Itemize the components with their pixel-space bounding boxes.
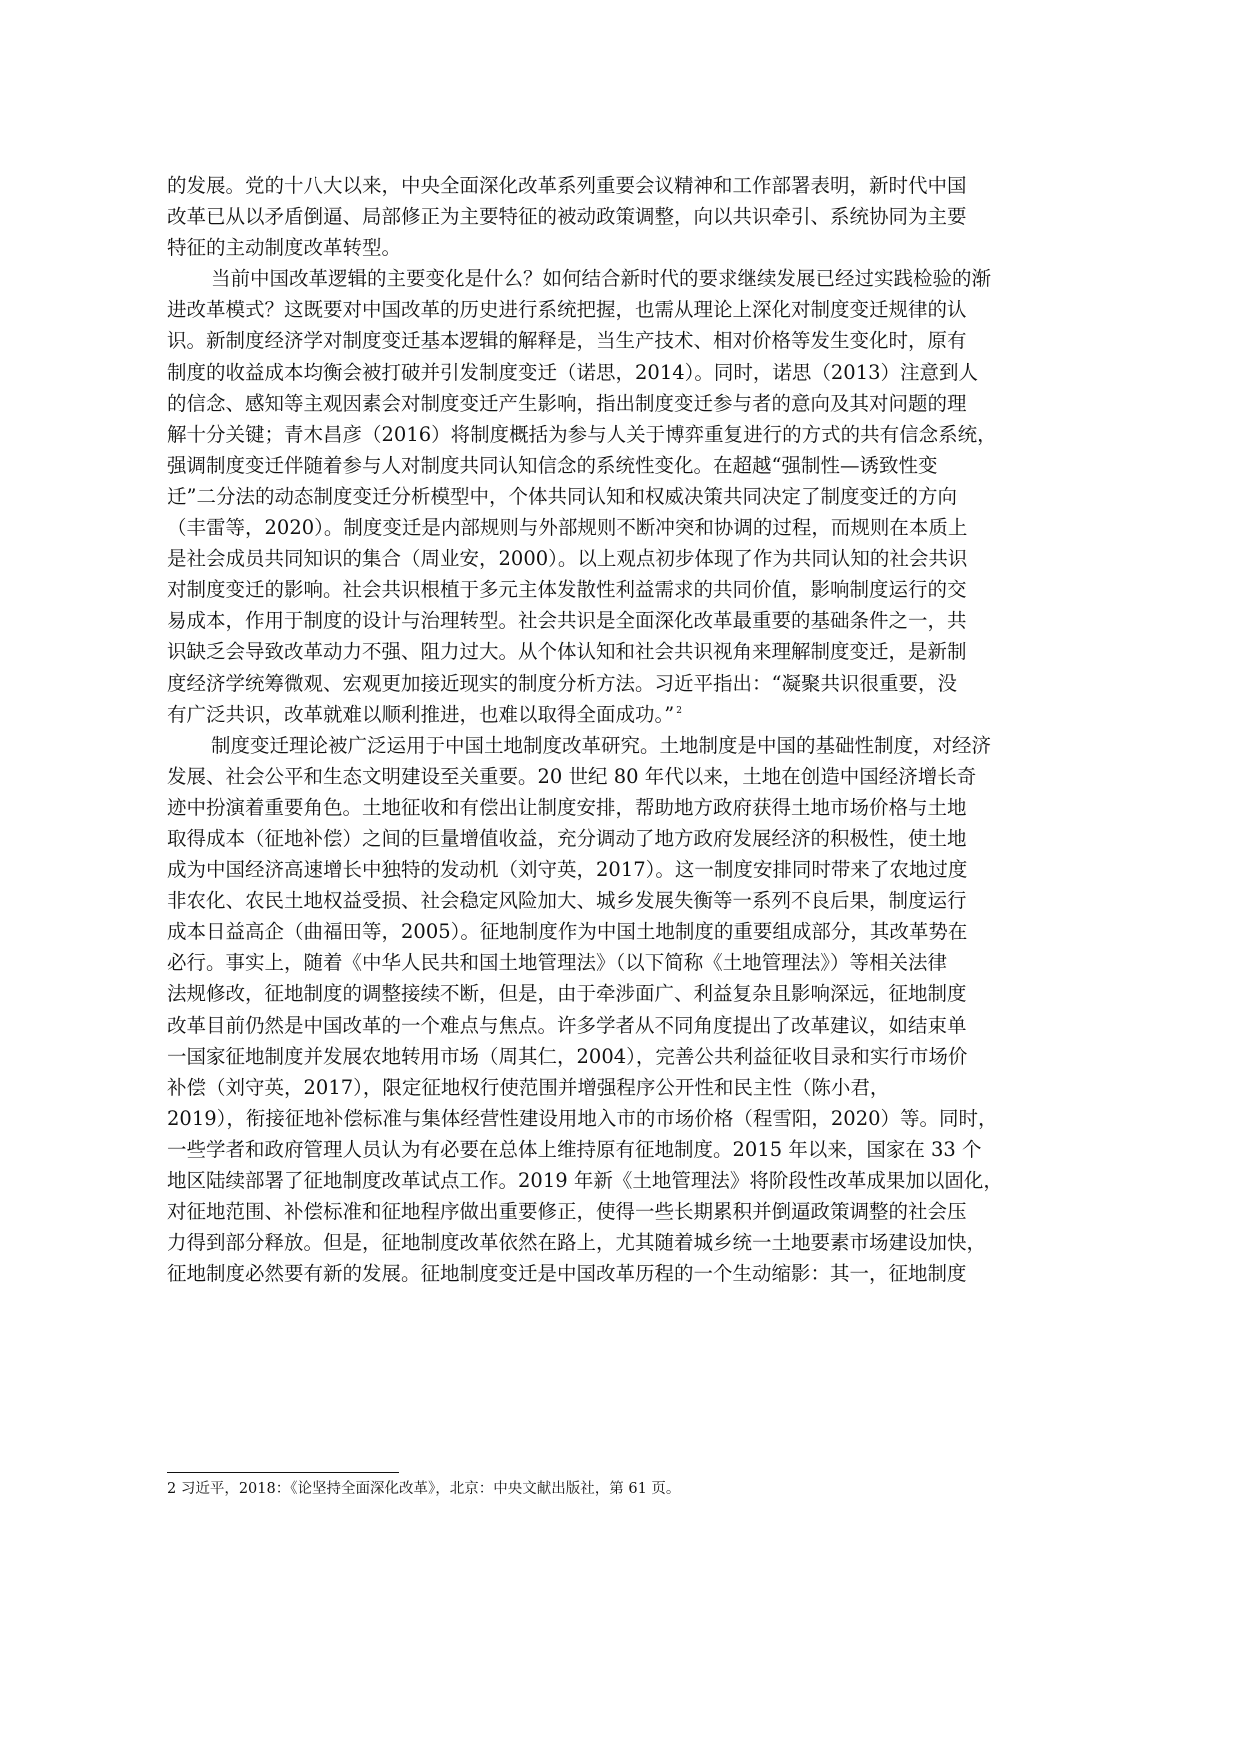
text-line: 迹中扮演着重要角色。土地征收和有偿出让制度安排，帮助地方政府获得土地市场价格与土地 (167, 795, 967, 819)
text-line: 发展、社会公平和生态文明建设至关重要。20 世纪 80 年代以来，土地在创造中国经济增长奇 (167, 764, 977, 788)
text-line: 对征地范围、补偿标准和征地程序做出重要修正，使得一些长期累积并倒逼政策调整的社会压 (167, 1200, 967, 1224)
text-line: 进改革模式？这既要对中国改革的历史进行系统把握，也需从理论上深化对制度变迁规律的认 (167, 298, 967, 322)
text-line: 当前中国改革逻辑的主要变化是什么？如何结合新时代的要求继续发展已经过实践检验的渐 (211, 267, 992, 291)
text-line: 一国家征地制度并发展农地转用市场（周其仁，2004），完善公共利益征收目录和实行市场价 (167, 1044, 968, 1068)
text-line: 非农化、农民土地权益受损、社会稳定风险加大、城乡发展失衡等一系列不良后果，制度运行 (167, 889, 967, 913)
text-line: 地区陆续部署了征地制度改革试点工作。2019 年新《土地管理法》将阶段性改革成果加以固化， (167, 1169, 1003, 1192)
footnote-text: 2 习近平，2018：《论坚持全面深化改革》，北京：中央文献出版社，第 61 页。 (167, 1481, 681, 1497)
text-line: 度经济学统筹微观、宏观更加接近现实的制度分析方法。习近平指出：“凝聚共识很重要，没 (167, 671, 957, 695)
text-line: 法规修改，征地制度的调整接续不断，但是，由于牵涉面广、利益复杂且影响深远，征地制度 (167, 982, 967, 1006)
text-line: 征地制度必然要有新的发展。征地制度变迁是中国改革历程的一个生动缩影：其一，征地制度 (167, 1262, 967, 1286)
body-text (167, 170, 1067, 1289)
text-line: 特征的主动制度改革转型。 (167, 236, 402, 260)
text-line: 制度的收益成本均衡会被打破并引发制度变迁（诺思，2014）。同时，诺思（2013）注意到人 (167, 360, 979, 384)
text-line: 补偿（刘守英，2017），限定征地权行使范围并增强程序公开性和民主性（陈小君， (167, 1075, 890, 1099)
text-line: 必行。事实上，随着《中华人民共和国土地管理法》（以下简称《土地管理法》）等相关法律 (167, 951, 948, 975)
text-line: 改革目前仍然是中国改革的一个难点与焦点。许多学者从不同角度提出了改革建议，如结束单 (167, 1013, 967, 1037)
text-line: 对制度变迁的影响。社会共识根植于多元主体发散性利益需求的共同价值，影响制度运行的交 (167, 578, 967, 602)
text-line: 制度变迁理论被广泛运用于中国土地制度改革研究。土地制度是中国的基础性制度，对经济 (211, 733, 992, 757)
text-line: 迁”二分法的动态制度变迁分析模型中，个体共同认知和权威决策共同决定了制度变迁的方向 (167, 484, 957, 508)
text-line: 改革已从以矛盾倒逼、局部修正为主要特征的被动政策调整，向以共识牵引、系统协同为主要 (167, 205, 967, 229)
text-line: 的发展。党的十八大以来，中央全面深化改革系列重要会议精神和工作部署表明，新时代中国 (167, 174, 967, 197)
paragraph (167, 170, 1067, 263)
text-line: （丰雷等，2020）。制度变迁是内部规则与外部规则不断冲突和协调的过程，而规则在本质上 (167, 516, 968, 540)
footnote-separator (167, 1472, 399, 1473)
text-line: 识。新制度经济学对制度变迁基本逻辑的解释是，当生产技术、相对价格等发生变化时，原有 (167, 329, 967, 353)
text-line: 解十分关键；青木昌彦（2016）将制度概括为参与人关于博弈重复进行的方式的共有信念系统， (167, 422, 997, 446)
text-line: 易成本，作用于制度的设计与治理转型。社会共识是全面深化改革最重要的基础条件之一，共 (167, 609, 967, 633)
text-line: 强调制度变迁伴随着参与人对制度共同认知信念的系统性变化。在超越“强制性—诱致性变 (167, 453, 938, 477)
paragraph (167, 263, 1067, 729)
text-line: 2019），衔接征地补偿标准与集体经营性建设用地入市的市场价格（程雪阳，2020）等。同时， (167, 1106, 998, 1130)
text-line: 识缺乏会导致改革动力不强、阻力过大。从个体认知和社会共识视角来理解制度变迁，是新制 (167, 640, 967, 664)
footnote (167, 1478, 1067, 1500)
text-line: 一些学者和政府管理人员认为有必要在总体上维持原有征地制度。2015 年以来，国家在 33 个 (167, 1137, 982, 1161)
text-line: 力得到部分释放。但是，征地制度改革依然在路上，尤其随着城乡统一土地要素市场建设加快， (167, 1231, 987, 1255)
text-line: 成本日益高企（曲福田等，2005）。征地制度作为中国土地制度的重要组成部分，其改革势在 (167, 920, 968, 944)
text-line: 成为中国经济高速增长中独特的发动机（刘守英，2017）。这一制度安排同时带来了农地过度 (167, 858, 968, 882)
text-line: 有广泛共识，改革就难以顺利推进，也难以取得全面成功。” $^2$ (167, 702, 682, 726)
footnote-reference[interactable]: 2 (676, 705, 682, 716)
paragraph (167, 730, 1067, 1290)
text-line: 取得成本（征地补偿）之间的巨量增值收益，充分调动了地方政府发展经济的积极性，使土地 (167, 826, 967, 850)
text-line: 是社会成员共同知识的集合（周业安，2000）。以上观点初步体现了作为共同认知的社会共识 (167, 547, 968, 571)
text-line: 的信念、感知等主观因素会对制度变迁产生影响，指出制度变迁参与者的意向及其对问题的理 (167, 391, 967, 415)
